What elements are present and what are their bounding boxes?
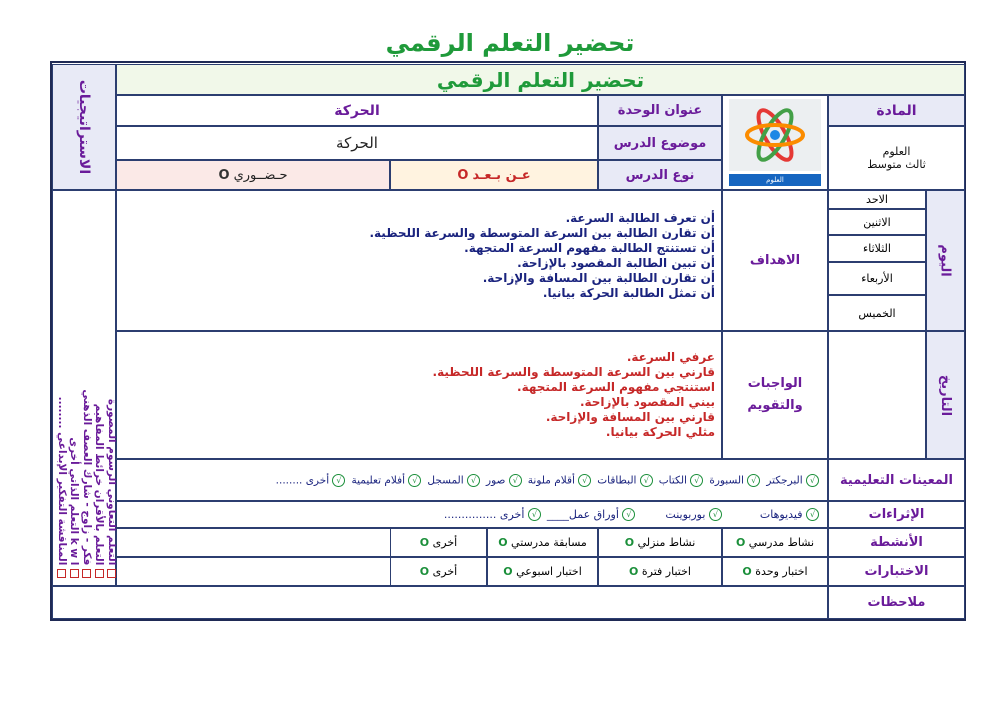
logo-caption: العلوم (729, 174, 821, 186)
atom-logo-icon (729, 99, 821, 171)
aids-options (116, 459, 828, 501)
day-item[interactable]: الخميس (828, 295, 926, 331)
activity-option[interactable]: نشاط منزلي O (598, 528, 722, 557)
homework-item: استنتجي مفهوم السرعة المتجهة. (517, 380, 715, 394)
homework-item: عرفي السرعة. (626, 350, 715, 364)
unit-title-label: عنوان الوحدة (598, 95, 722, 126)
aid-option[interactable]: √ أفلام تعليمية (351, 474, 421, 487)
inperson-label: حـضــوري (233, 167, 288, 183)
objective-item: أن تقارن الطالبة بين السرعة المتوسطة والسرعة اللحظية. (369, 226, 715, 240)
unit-title-value: الحركة (116, 95, 598, 126)
subject-value (828, 126, 965, 190)
aid-option[interactable]: √ البطاقات (597, 474, 653, 487)
strategy-line[interactable]: التعلم بالأقران خرائط المفاهيم (93, 188, 106, 578)
activity-option[interactable]: أخرى O (390, 528, 487, 557)
strategies-list-cell (52, 190, 116, 586)
homework-label-line1: الواجبات (747, 376, 803, 391)
homework-label-line2: والتقويم (747, 398, 803, 413)
subject-label: المادة (828, 95, 965, 126)
lesson-type-remote[interactable] (390, 160, 598, 190)
date-label-cell (926, 331, 965, 459)
date-label: التاريخ (938, 374, 954, 416)
activities-label: الأنشطة (828, 528, 965, 557)
day-label-cell (926, 190, 965, 331)
strategy-line[interactable]: التعلم التعاوني الرسوم المصورة (105, 188, 118, 578)
test-option[interactable]: اختبار وحدة O (722, 557, 828, 586)
notes-label: ملاحظات (828, 586, 965, 619)
enrichment-videos[interactable]: √ فيديوهات (760, 508, 819, 522)
objectives-label: الاهداف (722, 190, 828, 331)
lesson-topic-label: موضوع الدرس (598, 126, 722, 160)
activity-option[interactable]: نشاط مدرسي O (722, 528, 828, 557)
aid-option[interactable]: √ صور (486, 474, 522, 487)
objective-item: أن تبين الطالبة المقصود بالإزاحة. (517, 256, 715, 270)
enrichment-worksheets[interactable]: √ أوراق عمل____ (547, 508, 636, 522)
aid-option[interactable]: √ المسجل (427, 474, 480, 487)
test-option[interactable]: اختبار اسبوعي O (487, 557, 598, 586)
day-item[interactable]: الأربعاء (828, 262, 926, 295)
header-title: تحضير التعلم الرقمي (116, 64, 965, 95)
strategy-line[interactable]: فكر - زاوج - شارك العصف الذهني (80, 188, 93, 578)
homework-cell (116, 331, 722, 459)
aid-option[interactable]: √ أقلام ملونة (528, 474, 591, 487)
remote-radio[interactable]: O (457, 167, 469, 183)
objectives-cell (116, 190, 722, 331)
inperson-radio[interactable]: O (218, 167, 230, 183)
objective-item: أن تستنتج الطالبة مفهوم السرعة المتجهة. (464, 241, 715, 255)
test-option[interactable]: اختبار فترة O (598, 557, 722, 586)
homework-item: مثلي الحركة بيانيا. (605, 425, 715, 439)
day-item[interactable]: الاثنين (828, 209, 926, 235)
homework-item: قارني بين السرعة المتوسطة والسرعة اللحظية. (432, 365, 715, 379)
homework-list (117, 350, 715, 440)
aid-option[interactable]: √ البرجكتر (766, 474, 819, 487)
objective-item: أن تمثل الطالبة الحركة بيانيا. (542, 286, 715, 300)
enrichment-options (116, 501, 828, 528)
aids-label: المعينات التعليمية (828, 459, 965, 501)
strategies-list (54, 188, 118, 578)
tests-label: الاختبارات (828, 557, 965, 586)
subject-grade: ثالث متوسط (867, 158, 926, 171)
homework-item: بيني المقصود بالإزاحة. (579, 395, 715, 409)
day-item[interactable]: الاحد (828, 190, 926, 209)
homework-item: قارني بين المسافة والإزاحة. (545, 410, 715, 424)
page-title: تحضير التعلم الرقمي (385, 29, 635, 57)
lesson-type-label: نوع الدرس (598, 160, 722, 190)
activity-option[interactable]: مسابقة مدرستي O (487, 528, 598, 557)
subject-name: العلوم (882, 145, 911, 158)
lesson-topic-value: الحركة (116, 126, 598, 160)
enrichment-label: الإثراءات (828, 501, 965, 528)
remote-label: عـن بـعـد (472, 167, 531, 183)
strategies-label: الاستراتيجيات (76, 79, 93, 175)
subject-logo-cell (722, 95, 828, 190)
aid-option[interactable]: √ أخرى ........ (276, 474, 346, 487)
enrichment-powerpoint[interactable]: √ بوربوينت (665, 508, 721, 522)
homework-label (722, 331, 828, 459)
objectives-list (117, 211, 715, 301)
notes-value[interactable] (52, 586, 828, 619)
objective-item: أن تقارن الطالبة بين المسافة والإزاحة. (482, 271, 715, 285)
date-value[interactable] (828, 331, 926, 459)
strategy-line[interactable]: المناقشة التفكير الإبداعي ........ (55, 188, 68, 578)
lesson-type-inperson[interactable] (116, 160, 390, 190)
enrichment-other[interactable]: √ أخرى ............... (444, 508, 541, 522)
aid-option[interactable]: √ السبورة (709, 474, 760, 487)
aid-option[interactable]: √ الكتاب (659, 474, 704, 487)
day-label: اليوم (937, 244, 953, 277)
day-item[interactable]: الثلاثاء (828, 235, 926, 262)
strategies-label-cell (52, 64, 116, 190)
strategy-line[interactable]: k w l التعلم الذاتي أخرى (68, 188, 81, 578)
objective-item: أن تعرف الطالبة السرعة. (565, 211, 715, 225)
test-option[interactable]: أخرى O (390, 557, 487, 586)
